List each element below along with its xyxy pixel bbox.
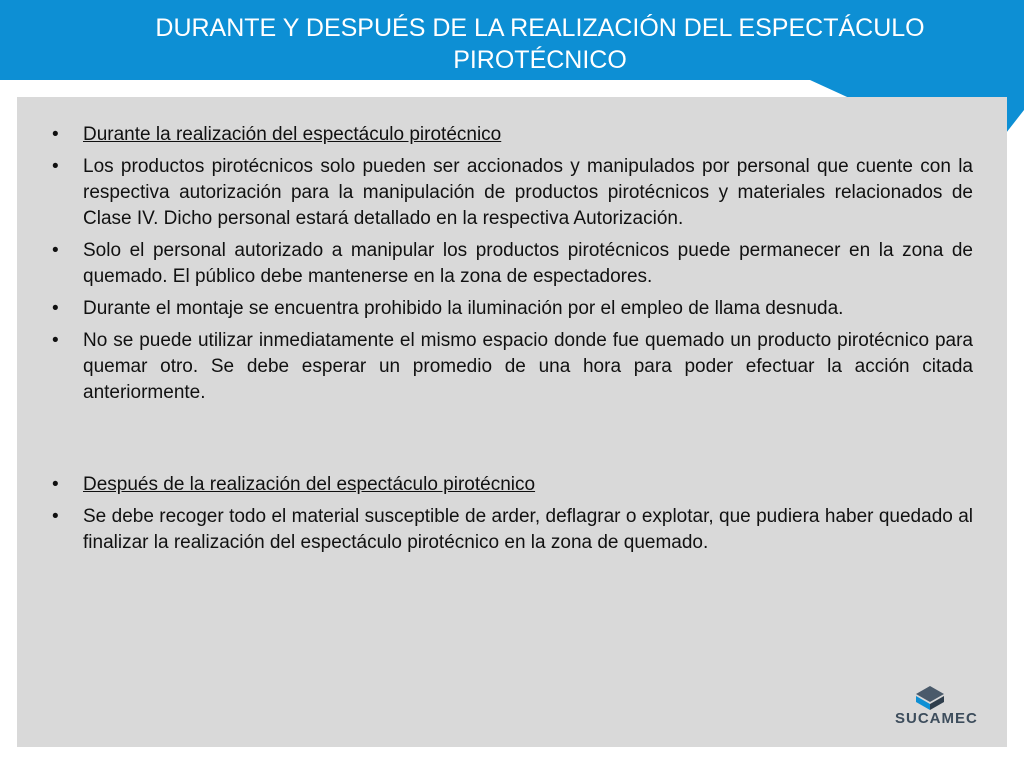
slide-title: DURANTE Y DESPUÉS DE LA REALIZACIÓN DEL ESPECTÁCULO PIROTÉCNICO [155, 14, 925, 74]
bullet-item [48, 296, 973, 322]
bullet-heading-during [48, 122, 973, 148]
bullet-item-text: Durante el montaje se encuentra prohibido la iluminación por el empleo de llama desnuda. [83, 298, 844, 319]
bullet-item [48, 504, 973, 556]
bullet-heading-after [48, 472, 973, 498]
bullet-glyph: • [52, 474, 59, 495]
bullet-item-text: Los productos pirotécnicos solo pueden ser accionados y manipulados por personal que cuente con la respectiva autorización para la manipulación de productos pirotécnicos y materiales relacionados de Clase IV. Dicho personal estará detallado en la respectiva Autorización. [83, 156, 973, 229]
bullet-item-text: Solo el personal autorizado a manipular los productos pirotécnicos puede permanecer en la zona de quemado. El público debe mantenerse en la zona de espectadores. [83, 240, 973, 287]
bullet-glyph: • [52, 298, 59, 319]
bullet-glyph: • [52, 124, 59, 145]
bullet-glyph: • [52, 156, 59, 177]
bullet-list [48, 122, 973, 562]
bullet-item-text: Se debe recoger todo el material susceptible de arder, deflagrar o explotar, que pudiera haber quedado al finalizar la realización del espectáculo pirotécnico en la zona de quemado. [83, 506, 973, 553]
bullet-item [48, 238, 973, 290]
bullet-glyph: • [52, 240, 59, 261]
bullet-item [48, 154, 973, 232]
bullet-glyph: • [52, 506, 59, 527]
logo-wordmark: SUCAMEC [895, 710, 978, 727]
heading-during-text: Durante la realización del espectáculo pirotécnico [83, 124, 502, 145]
bullet-item [48, 328, 973, 406]
heading-after-text: Después de la realización del espectáculo pirotécnico [83, 474, 536, 495]
bullet-item-text: No se puede utilizar inmediatamente el mismo espacio donde fue quemado un producto pirotécnico para quemar otro. Se debe esperar un promedio de una hora para poder efectuar la acción citada anteriormente. [83, 330, 973, 403]
bullet-glyph: • [52, 330, 59, 351]
